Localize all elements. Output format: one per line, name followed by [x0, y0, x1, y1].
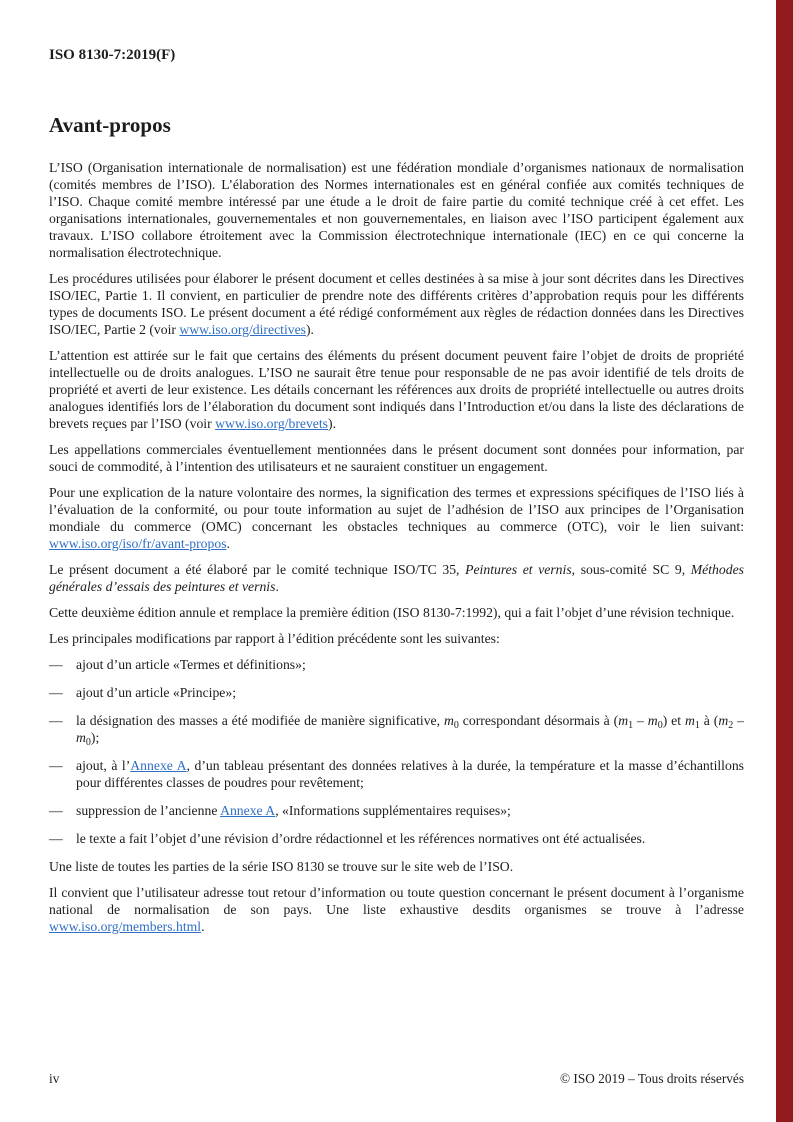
page-number: iv: [49, 1071, 60, 1086]
paragraph: [49, 561, 744, 595]
text-run: le texte a fait l’objet d’une révision d’ordre rédactionnel et les références normatives ont été actualisées.: [76, 831, 646, 846]
text-run: L’attention est attirée sur le fait que certains des éléments du présent document peuvent faire l’objet de droits de propriété intellectuelle ou de droits analogues. L’ISO ne saurait être tenue pour responsable de ne pas avoir identifié de tels droits de propriété et averti de leur existence. Les détails concernant les références aux droits de propriété intellectuelle ou autres droits analogues identifiés lors de l’élaboration du document sont indiqués dans l’Introduction et/ou dans la liste des déclarations de brevets reçues par l’ISO (voir: [49, 348, 744, 431]
text-run: , «Informations supplémentaires requises»;: [275, 803, 511, 818]
paragraph: [49, 630, 744, 647]
subscript-text: 1: [628, 720, 634, 731]
text-run: ).: [306, 322, 314, 337]
text-run: correspondant désormais à (: [458, 713, 619, 728]
italic-text: m: [718, 713, 729, 728]
text-run: Le présent document a été élaboré par le comité technique ISO/TC 35,: [49, 562, 466, 577]
hyperlink[interactable]: www.iso.org/iso/fr/avant-propos: [49, 536, 227, 551]
subscript-text: 0: [657, 720, 663, 731]
text-run: , sous-comité SC 9,: [571, 562, 691, 577]
italic-text: m: [618, 713, 629, 728]
hyperlink[interactable]: www.iso.org/brevets: [215, 416, 329, 431]
paragraph: [49, 270, 744, 338]
text-run: );: [90, 730, 100, 745]
page-content: [49, 0, 744, 944]
text-run: Cette deuxième édition annule et remplace la première édition (ISO 8130-7:1992), qui a fait l’objet d’une révision technique.: [49, 605, 735, 620]
hyperlink[interactable]: www.iso.org/members.html: [49, 919, 202, 934]
text-run: ajout d’un article «Termes et définitions»;: [76, 657, 306, 672]
paragraph: [49, 884, 744, 935]
bullet-dash: —: [49, 758, 63, 773]
text-run: Il convient que l’utilisateur adresse tout retour d’information ou toute question concernant le présent document à l’organisme national de normalisation de son pays. Une liste exhaustive desdits organismes se trouve à l’adresse: [49, 885, 744, 917]
text-run: , d’un tableau présentant des données relatives à la durée, la température et la masse d’échantillons pour différentes classes de poudres pour revêtement;: [76, 758, 744, 790]
page-footer: [49, 1071, 744, 1087]
bullet-text: [76, 657, 306, 672]
paragraph: [49, 159, 744, 261]
paragraph: [49, 484, 744, 552]
italic-text: Méthodes générales d’essais des peintures et vernis: [49, 562, 744, 594]
bullet-dash: —: [49, 685, 63, 700]
subscript-text: 2: [728, 720, 734, 731]
list-item: [49, 830, 744, 847]
bullet-text: [76, 758, 744, 790]
paragraph: [49, 441, 744, 475]
text-run: ajout, à l’: [76, 758, 131, 773]
list-item: [49, 684, 744, 701]
list-item: [49, 656, 744, 673]
text-run: la désignation des masses a été modifiée de manière significative,: [76, 713, 444, 728]
text-run: .: [201, 919, 205, 934]
text-run: à (: [699, 713, 719, 728]
text-run: Pour une explication de la nature volontaire des normes, la signification des termes et expressions spécifiques de l’ISO liés à l’évaluation de la conformité, ou pour toute information au sujet de l’adhésion de l’ISO aux principes de l’Organisation mondiale du commerce (OMC) concernant les obstacles techniques au commerce (OTC), voir le lien suivant:: [49, 485, 744, 534]
paragraph: [49, 604, 744, 621]
text-run: Les appellations commerciales éventuellement mentionnées dans le présent document sont données pour information, par souci de commodité, à l’intention des utilisateurs et ne sauraient constituer un engagement.: [49, 442, 744, 474]
text-run: .: [226, 536, 230, 551]
text-run: suppression de l’ancienne: [76, 803, 221, 818]
text-run: .: [275, 579, 279, 594]
bullet-text: [76, 713, 744, 748]
text-run: L’ISO (Organisation internationale de normalisation) est une fédération mondiale d’organismes nationaux de normalisation (comités membres de l’ISO). L’élaboration des Normes internationales est en général confiée aux comités techniques de l’ISO. Chaque comité membre intéressé par une étude a le droit de faire partie du comité technique créé à cet effet. Les organisations internationales, gouvernementales et non gouvernementales, en liaison avec l’ISO participent également aux travaux. L’ISO collabore étroitement avec la Commission électrotechnique internationale (IEC) en ce qui concerne la normalisation électrotechnique.: [49, 160, 744, 260]
paragraph: [49, 858, 744, 875]
text-run: –: [733, 713, 744, 728]
text-run: ).: [328, 416, 336, 431]
italic-text: m: [76, 730, 86, 745]
subscript-text: 0: [453, 720, 459, 731]
hyperlink[interactable]: Annexe A: [130, 758, 187, 773]
text-run: ajout d’un article «Principe»;: [76, 685, 237, 700]
list-item: [49, 802, 744, 819]
paragraph: [49, 347, 744, 432]
hyperlink[interactable]: www.iso.org/directives: [179, 322, 306, 337]
italic-text: m: [443, 713, 454, 728]
document-reference-header: ISO 8130-7:2019(F): [49, 47, 176, 63]
subscript-text: 0: [85, 737, 91, 748]
bullet-dash: —: [49, 657, 63, 672]
text-run: –: [633, 713, 648, 728]
bullet-text: [76, 685, 236, 700]
page-title: Avant-propos: [49, 113, 171, 137]
bullet-dash: —: [49, 713, 63, 728]
copyright-notice: © ISO 2019 – Tous droits réservés: [560, 1071, 744, 1086]
bullet-dash: —: [49, 831, 63, 846]
bullet-text: [76, 831, 645, 846]
text-run: Les procédures utilisées pour élaborer le présent document et celles destinées à sa mise à jour sont décrites dans les Directives ISO/IEC, Partie 1. Il convient, en particulier de prendre note des différents critères d’approbation requis pour les différents types de documents ISO. Le présent document a été rédigé conformément aux règles de rédaction données dans les Directives ISO/IEC, Partie 2 (voir: [49, 271, 744, 337]
italic-text: m: [647, 713, 658, 728]
italic-text: Peintures et vernis: [465, 562, 572, 577]
bullet-text: [76, 803, 511, 818]
bullet-dash: —: [49, 803, 63, 818]
hyperlink[interactable]: Annexe A: [220, 803, 276, 818]
text-run: ) et: [662, 713, 685, 728]
red-edge-bar: [776, 0, 793, 1122]
text-run: Une liste de toutes les parties de la série ISO 8130 se trouve sur le site web de l’ISO.: [49, 859, 514, 874]
list-item: [49, 757, 744, 791]
subscript-text: 1: [694, 720, 700, 731]
document-body: [49, 159, 744, 935]
italic-text: m: [684, 713, 695, 728]
text-run: Les principales modifications par rapport à l’édition précédente sont les suivantes:: [49, 631, 500, 646]
list-item: [49, 712, 744, 746]
